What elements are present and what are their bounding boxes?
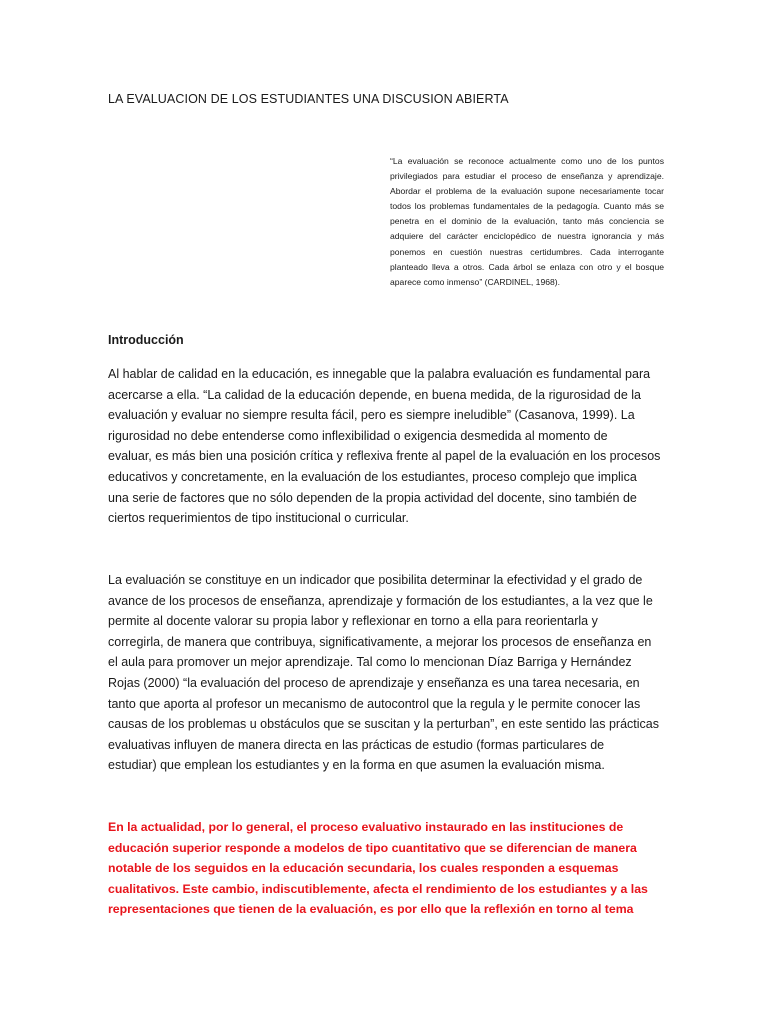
paragraph-line: una serie de factores que no sólo dependen de la propia actividad del docente, sino también de bbox=[108, 490, 637, 505]
paragraph-line: notable de los seguidos en la educación secundaria, los cuales responden a esquemas bbox=[108, 861, 619, 876]
paragraph-line: educación superior responde a modelos de tipo cuantitativo que se diferencian de manera bbox=[108, 840, 637, 855]
paragraph-evaluation bbox=[108, 570, 658, 776]
paragraph-line: tanto que aporta al profesor un mecanismo de autocontrol que la regula y le permite conocer las bbox=[108, 696, 641, 711]
paragraph-line: evaluar, es más bien una posición crítica y reflexiva frente al papel de la evaluación en los procesos bbox=[108, 449, 661, 464]
paragraph-line: corregirla, de manera que contribuya, significativamente, a mejorar los procesos de enseñanza en bbox=[108, 634, 652, 649]
section-heading: Introducción bbox=[108, 333, 184, 347]
paragraph-line: cualitativos. Este cambio, indiscutiblemente, afecta el rendimiento de los estudiantes y a las bbox=[108, 881, 648, 896]
paragraph-highlighted bbox=[108, 817, 658, 920]
paragraph-line: causas de los problemas u obstáculos que se suscitan y la perturban”, en este sentido las prácticas bbox=[108, 717, 660, 732]
document-title: LA EVALUACION DE LOS ESTUDIANTES UNA DISCUSION ABIERTA bbox=[108, 92, 509, 106]
paragraph-line: En la actualidad, por lo general, el proceso evaluativo instaurado en las instituciones de bbox=[108, 820, 624, 834]
paragraph-line: estudiar) que emplean los estudiantes y en la forma en que asumen la evaluación misma. bbox=[108, 758, 605, 773]
epigraph-quote: “La evaluación se reconoce actualmente como uno de los puntos privilegiados para estudiar el proceso de enseñanza y aprendizaje. Abordar el problema de la evaluación supone necesariamente tocar todos los problemas fundamentales de la pedagogía. Cuanto más se penetra en el dominio de la evaluación, tanto más conciencia se adquiere del carácter enciclopédico de nuestra ignorancia y más ponemos en cuestión nuestras certidumbres. Cada interrogante planteado lleva a otros. Cada árbol se enlaza con otro y el bosque aparece como inmenso” (CARDINEL, 1968). bbox=[390, 156, 664, 287]
paragraph-line: evaluativas influyen de manera directa en las prácticas de estudio (formas particulares de bbox=[108, 737, 605, 752]
paragraph-line: acercarse a ella. “La calidad de la educación depende, en buena medida, de la rigurosidad de la bbox=[108, 387, 642, 402]
paragraph-line: permite al docente valorar su propia labor y reflexionar en torno a ella para reorientarla y bbox=[108, 614, 598, 629]
paragraph-line: el aula para promover un mejor aprendizaje. Tal como lo mencionan Díaz Barriga y Hernández bbox=[108, 655, 632, 670]
paragraph-line: educativos y concretamente, en la evaluación de los estudiantes, proceso complejo que implica bbox=[108, 469, 637, 484]
paragraph-line: La evaluación se constituye en un indicador que posibilita determinar la efectividad y el grado de bbox=[108, 573, 643, 587]
paragraph-line: ciertos requerimientos de tipo institucional o curricular. bbox=[108, 511, 409, 526]
paragraph-introduction bbox=[108, 364, 661, 529]
paragraph-line: rigurosidad no debe entenderse como inflexibilidad o exigencia desmedida al momento de bbox=[108, 428, 608, 443]
paragraph-line: avance de los procesos de enseñanza, aprendizaje y formación de los estudiantes, a la vez que le bbox=[108, 593, 653, 608]
paragraph-line: representaciones que tienen de la evaluación, es por ello que la reflexión en torno al tema bbox=[108, 902, 634, 917]
paragraph-line: Al hablar de calidad en la educación, es innegable que la palabra evaluación es fundamental para bbox=[108, 367, 651, 381]
paragraph-line: evaluación y evaluar no siempre resulta fácil, pero es siempre ineludible” (Casanova, 1999). La bbox=[108, 408, 635, 423]
paragraph-line: Rojas (2000) “la evaluación del proceso de aprendizaje y enseñanza es una tarea necesaria, en bbox=[108, 675, 640, 690]
